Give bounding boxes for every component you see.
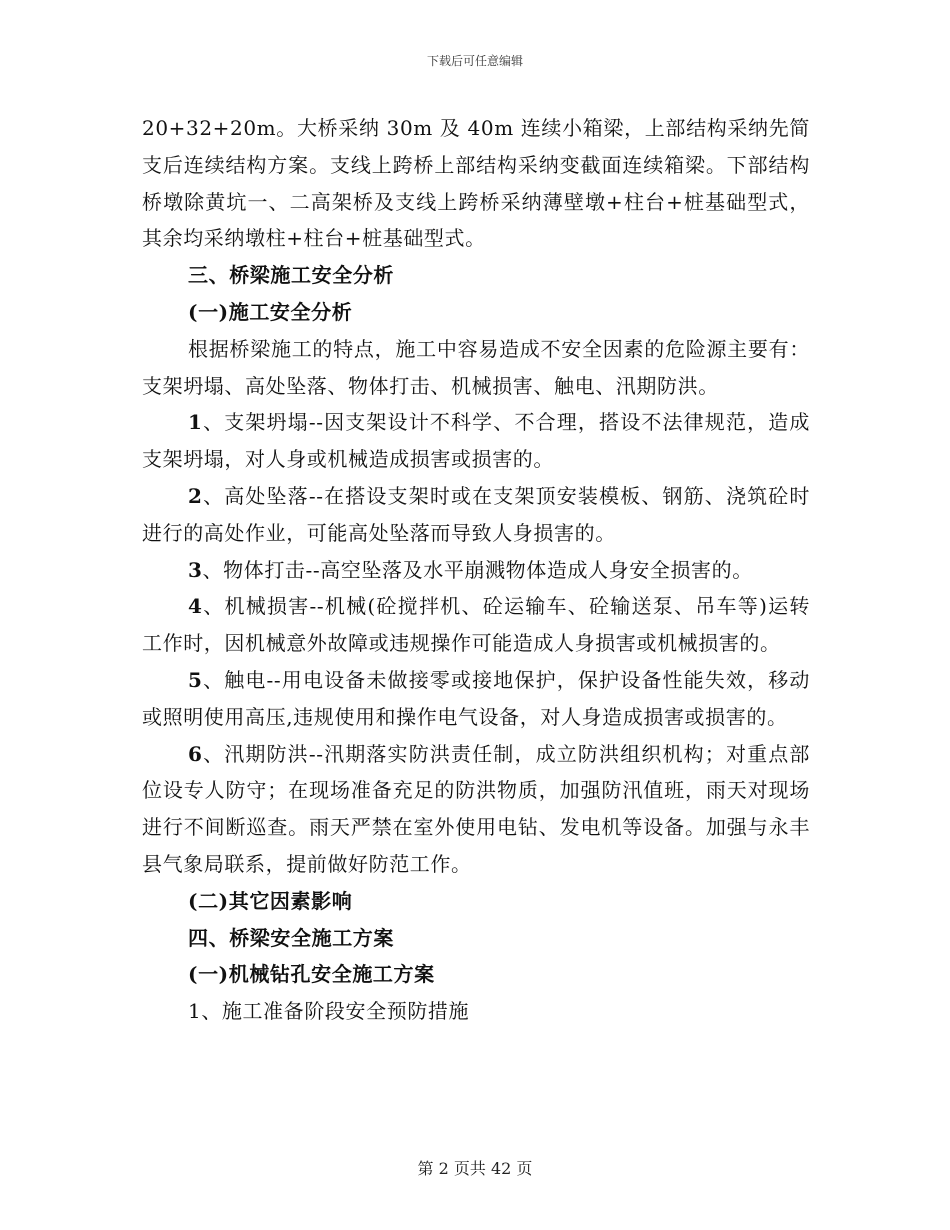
paragraph-0: 20+32+20m。大桥采纳 30m 及 40m 连续小箱梁，上部结构采纳先简支后连续结构方案。支线上跨桥上部结构采纳变截面连续箱梁。下部结构桥墩除黄坑一、二高架桥及支线上跨桥采纳薄壁墩+柱台+桩基础型式，其余均采纳墩柱+柱台+桩基础型式。 [142, 116, 810, 251]
subsection-heading-4-1: (一)机械钻孔安全施工方案 [188, 962, 435, 987]
list-item-number: 4 [188, 594, 203, 619]
list-item-2 [142, 478, 810, 552]
list-item-text: 、机械损害--机械(砼搅拌机、砼运输车、砼输送泵、吊车等)运转工作时，因机械意外故障或违规操作可能造成人身损害或机械损害的。 [142, 594, 810, 656]
list-item-3 [142, 552, 810, 589]
list-item-text: 、汛期防洪--汛期落实防洪责任制，成立防洪组织机构；对重点部位设专人防守；在现场准备充足的防洪物质，加强防汛值班，雨天对现场进行不间断巡查。雨天严禁在室外使用电钻、发电机等设备。加强与永丰县气象局联系，提前做好防范工作。 [142, 741, 810, 876]
list-item-6 [142, 736, 810, 883]
list-item-number: 3 [188, 557, 203, 582]
list-item-text: 、高处坠落--在搭设支架时或在支架顶安装模板、钢筋、浇筑砼时进行的高处作业，可能高处坠落而导致人身损害的。 [142, 483, 810, 545]
list-item-5 [142, 662, 810, 736]
section-heading-3: 三、桥梁施工安全分析 [188, 263, 394, 288]
list-item-number: 5 [188, 667, 203, 692]
list-item-4 [142, 588, 810, 662]
list-item-text: 、触电--用电设备未做接零或接地保护，保护设备性能失效，移动或照明使用高压,违规使用和操作电气设备，对人身造成损害或损害的。 [142, 667, 810, 729]
page-footer: 第 2 页共 42 页 [417, 1159, 533, 1178]
subsection-heading-3-1: (一)施工安全分析 [188, 299, 353, 324]
page-header: 下载后可任意编辑 [426, 54, 523, 68]
section-heading-4: 四、桥梁安全施工方案 [188, 925, 394, 950]
subsection-heading-3-2: (二)其它因素影响 [188, 888, 353, 913]
paragraph-last: 1、施工准备阶段安全预防措施 [188, 999, 470, 1024]
document-body [142, 110, 810, 1030]
list-item-text: 、物体打击--高空坠落及水平崩溅物体造成人身安全损害的。 [202, 557, 753, 582]
list-item-text: 、支架坍塌--因支架设计不科学、不合理，搭设不法律规范，造成支架坍塌，对人身或机械造成损害或损害的。 [142, 410, 810, 472]
list-item-number: 1 [188, 410, 203, 435]
list-item-number: 6 [188, 741, 203, 766]
list-item-1 [142, 404, 810, 478]
paragraph-intro: 根据桥梁施工的特点，施工中容易造成不安全因素的危险源主要有：支架坍塌、高处坠落、物体打击、机械损害、触电、汛期防洪。 [142, 336, 810, 398]
list-item-number: 2 [188, 483, 203, 508]
